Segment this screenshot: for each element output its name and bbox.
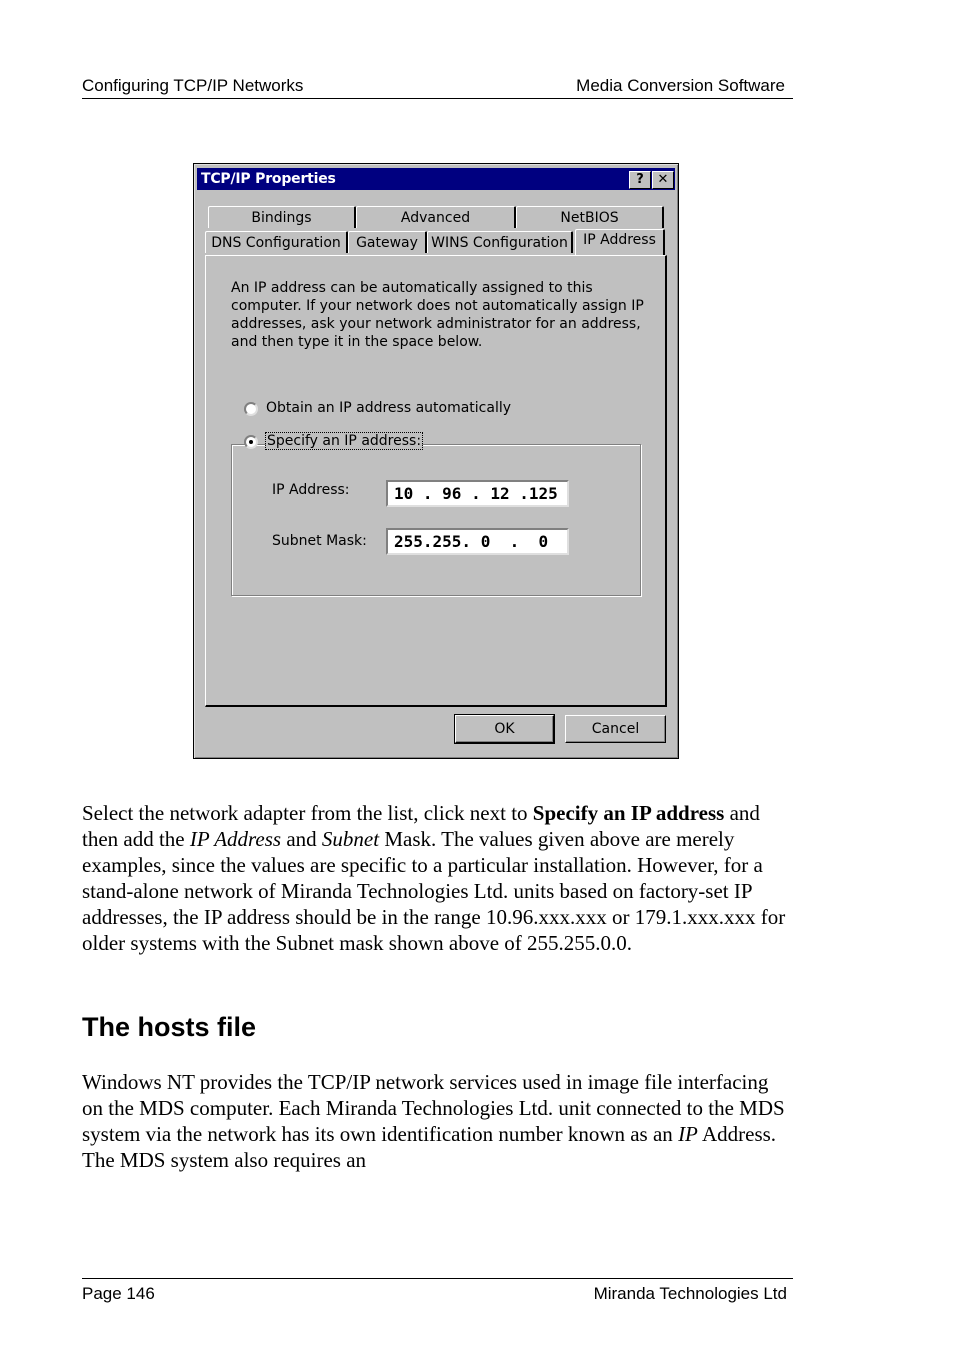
p1-text-a: Select the network adapter from the list, click next to: [82, 801, 533, 825]
cancel-button[interactable]: Cancel: [565, 715, 666, 743]
footer-company: Miranda Technologies Ltd: [593, 1284, 787, 1303]
subnet-mask-field[interactable]: 255.255. 0 . 0: [386, 528, 569, 555]
p1-text-c: and: [281, 827, 322, 851]
paragraph-hosts: [82, 1069, 792, 1173]
header-right: Media Conversion Software: [576, 76, 785, 95]
label-specify-ip[interactable]: Specify an IP address:: [267, 433, 422, 449]
tab-gateway[interactable]: Gateway: [348, 231, 427, 253]
close-button[interactable]: ✕: [652, 171, 674, 189]
ip-address-label: IP Address:: [272, 482, 350, 498]
p2-text-a: Windows NT provides the TCP/IP network services used in image file interfacing on the MDS computer. Each Miranda Technologies Ltd. unit connected to the MDS system via the network has its own identification number known as an: [82, 1070, 785, 1146]
tcpip-properties-dialog: [193, 163, 679, 759]
dialog-titlebar: [197, 168, 675, 190]
header-left: Configuring TCP/IP Networks: [82, 76, 304, 95]
p2-text-b: Address. The MDS system also requires an: [82, 1122, 777, 1172]
dialog-title: TCP/IP Properties: [201, 171, 336, 187]
radio-selected-dot: [249, 440, 253, 444]
p2-italic: IP: [678, 1122, 698, 1146]
tab-dns-configuration[interactable]: DNS Configuration: [205, 231, 348, 253]
p1-text-d: Mask. The values given above are merely examples, since the values are specific to a particular installation. However, for a stand-alone network of Miranda Technologies Ltd. units based on factory-set IP addresses, the IP address should be in the range 10.96.xxx.xxx or 179.1.xxx.xxx for older systems with the Subnet mask shown above of 255.255.0.0.: [82, 827, 786, 955]
paragraph-instructions: [82, 800, 792, 956]
radio-specify-ip[interactable]: [244, 435, 258, 449]
subnet-mask-label: Subnet Mask:: [272, 533, 367, 549]
p1-bold: Specify an IP address: [532, 801, 725, 825]
p1-italic-ip: IP Address: [189, 827, 282, 851]
dialog-description: An IP address can be automatically assigned to this computer. If your network does not automatically assign IP addresses, ask your network administrator for an address, and then type it in the space below.: [231, 280, 644, 350]
p1-italic-subnet: Subnet: [321, 827, 380, 851]
ip-groupbox: [231, 444, 641, 596]
tab-wins-configuration[interactable]: WINS Configuration: [427, 231, 573, 253]
ok-button[interactable]: OK: [455, 715, 554, 743]
section-heading: The hosts file: [82, 1012, 257, 1042]
page-header: [82, 76, 793, 99]
ip-address-field[interactable]: 10 . 96 . 12 .125: [386, 480, 569, 507]
page-footer: [82, 1278, 793, 1303]
tab-advanced[interactable]: Advanced: [356, 206, 516, 228]
tab-ip-address[interactable]: IP Address: [575, 229, 665, 255]
label-obtain-automatically[interactable]: Obtain an IP address automatically: [266, 400, 512, 416]
help-button[interactable]: ?: [629, 171, 651, 189]
footer-page-number: Page 146: [82, 1284, 155, 1303]
tab-bindings[interactable]: Bindings: [208, 206, 356, 228]
radio-obtain-automatically[interactable]: [244, 402, 258, 416]
p1-text-b: and then add the: [82, 801, 760, 851]
tab-netbios[interactable]: NetBIOS: [516, 206, 664, 228]
